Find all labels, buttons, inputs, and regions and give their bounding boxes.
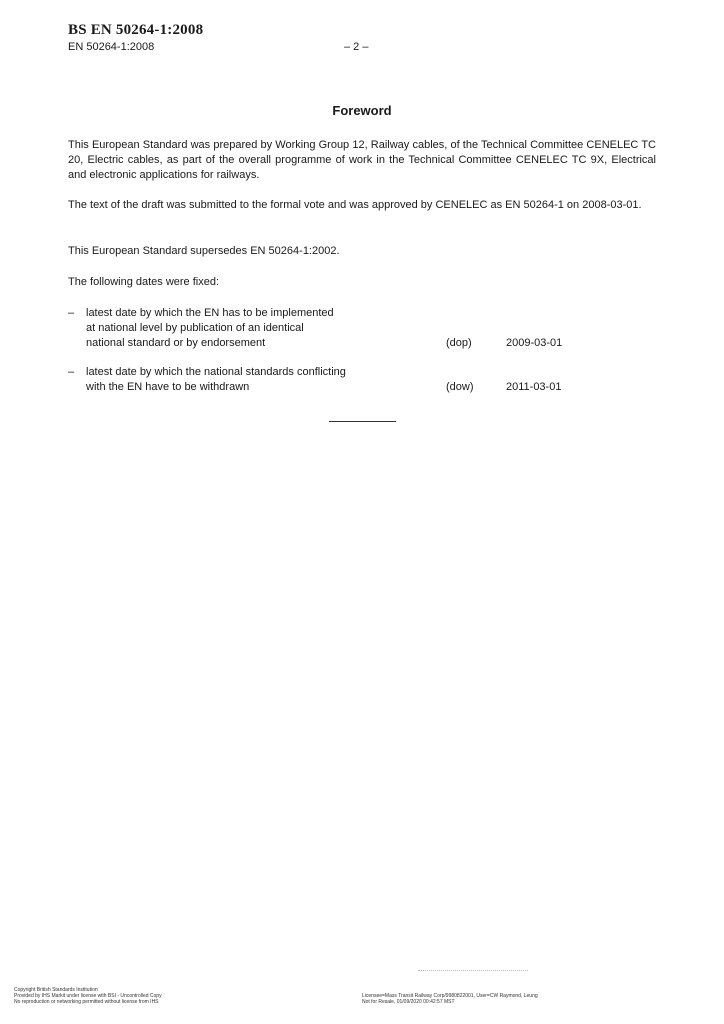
- footer-right: [362, 993, 538, 1005]
- list-dash: –: [68, 366, 75, 378]
- date-value: 2011-03-01: [506, 381, 562, 393]
- foreword-heading: [0, 103, 724, 118]
- foreword-paragraph-1: This European Standard was prepared by Working Group 12, Railway cables, of the Technical Committee CENELEC TC 20, Electric cables, as part of the overall programme of work in the Technical Committee CENELEC TC 9X, Electrical and electronic applications for railways.: [68, 139, 656, 181]
- date-code: (dow): [446, 381, 474, 393]
- date-item-text-line: latest date by which the EN has to be implemented: [86, 307, 334, 319]
- footer-left-line: Provided by IHS Markit under license with BSI - Uncontrolled Copy: [14, 993, 162, 999]
- page-number: – 2 –: [344, 41, 369, 53]
- date-item-dow: [68, 365, 656, 395]
- footer-right-line: Licensee=Mass Transit Railway Corp/9980822001, User=CW Raymond, Leung: [362, 993, 538, 999]
- footer-left: [14, 987, 162, 1005]
- standard-title: BS EN 50264-1:2008: [68, 22, 204, 38]
- foreword-heading-text: Foreword: [332, 103, 392, 118]
- footer-left-line: No reproduction or networking permitted without license from IHS: [14, 999, 159, 1005]
- date-item-text-line: with the EN have to be withdrawn: [86, 381, 250, 393]
- footer-dotted-rule: [418, 970, 528, 971]
- date-code: (dop): [446, 337, 472, 349]
- standard-number: EN 50264-1:2008: [68, 41, 155, 53]
- date-item-text-line: at national level by publication of an identical: [86, 322, 304, 334]
- footer-left-line: Copyright British Standards Institution: [14, 987, 98, 993]
- date-item-dop: [68, 306, 656, 351]
- end-rule: [329, 421, 396, 422]
- list-dash: –: [68, 307, 75, 319]
- foreword-paragraph-4: The following dates were fixed:: [68, 276, 220, 288]
- foreword-paragraph-2: The text of the draft was submitted to the formal vote and was approved by CENELEC as EN 50264-1 on 2008-03-01.: [68, 199, 642, 211]
- date-value: 2009-03-01: [506, 337, 563, 349]
- date-item-text-line: latest date by which the national standards conflicting: [86, 366, 346, 378]
- footer-right-line: Not for Resale, 01/09/2020 00:42:57 MST: [362, 999, 455, 1005]
- date-item-text-line: national standard or by endorsement: [86, 337, 266, 349]
- foreword-paragraph-3: This European Standard supersedes EN 50264-1:2002.: [68, 245, 340, 257]
